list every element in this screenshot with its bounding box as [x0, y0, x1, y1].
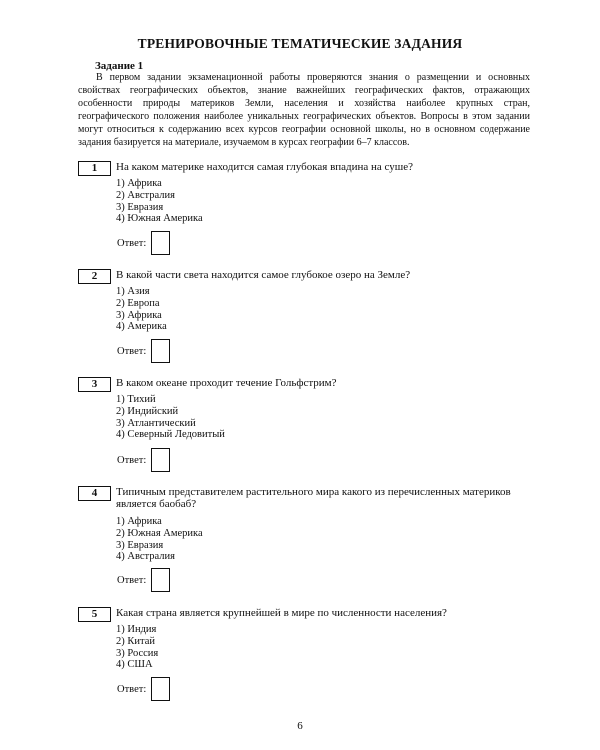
- option-item: 3) Евразия: [116, 201, 164, 213]
- option-item: 1) Африка: [116, 516, 162, 527]
- question-number-box: 3: [78, 377, 111, 392]
- options-list: [116, 624, 158, 671]
- option-item: 2) Южная Америка: [116, 527, 203, 539]
- question-number-box: 4: [78, 486, 111, 501]
- option-item: 4) Северный Ледовитый: [116, 429, 225, 441]
- answer-box[interactable]: [151, 231, 170, 255]
- task-heading: Задание 1: [95, 60, 144, 72]
- option-item: 1) Тихий: [116, 394, 156, 405]
- option-item: 2) Европа: [116, 297, 160, 309]
- page-number: 6: [297, 720, 303, 732]
- question-text: В какой части света находится самое глубокое озеро на Земле?: [116, 269, 411, 281]
- option-item: 1) Азия: [116, 286, 150, 297]
- options-list: [116, 516, 203, 563]
- options-list: [116, 178, 203, 225]
- answer-label: Ответ:: [117, 346, 147, 357]
- answer-label: Ответ:: [117, 684, 147, 695]
- intro-paragraph: В первом задании экзаменационной работы проверяются знания о размещении и основных свойствах географических объектов, знание важнейших географических фактов, отражающих особенности природы материков Земли, населения и хозяйства наиболее крупных стран, географического положения наиболее уникальных географических объектов. Вопросы в этом задании могут относиться к содержанию всех курсов географии основной школы, но в основном содержание задания базируется на материале, изучаемом в курсах географии 6–7 классов.: [78, 72, 530, 148]
- option-item: 4) Австралия: [116, 551, 175, 563]
- page-title: ТРЕНИРОВОЧНЫЕ ТЕМАТИЧЕСКИЕ ЗАДАНИЯ: [137, 36, 463, 51]
- question-number-box: 2: [78, 269, 111, 284]
- question-number-box: 1: [78, 161, 111, 176]
- option-item: 4) Южная Америка: [116, 213, 203, 225]
- option-item: 3) Африка: [116, 309, 162, 321]
- answer-label: Ответ:: [117, 575, 147, 586]
- question-text: Какая страна является крупнейшей в мире по численности населения?: [116, 607, 447, 619]
- option-item: 1) Африка: [116, 178, 162, 189]
- answer-box[interactable]: [151, 339, 170, 363]
- options-list: [116, 286, 167, 333]
- question-text: На каком материке находится самая глубокая впадина на суше?: [116, 161, 414, 173]
- option-item: 4) США: [116, 659, 153, 671]
- question-number-box: 5: [78, 607, 111, 622]
- option-item: 3) Россия: [116, 647, 159, 659]
- answer-box[interactable]: [151, 448, 170, 472]
- option-item: 3) Атлантический: [116, 417, 196, 429]
- option-item: 3) Евразия: [116, 539, 164, 551]
- option-item: 2) Австралия: [116, 189, 175, 201]
- question-text: В каком океане проходит течение Гольфстрим?: [116, 377, 337, 389]
- answer-label: Ответ:: [117, 455, 147, 466]
- answer-label: Ответ:: [117, 238, 147, 249]
- option-item: 4) Америка: [116, 321, 167, 333]
- option-item: 1) Индия: [116, 624, 157, 635]
- answer-box[interactable]: [151, 568, 170, 592]
- options-list: [116, 394, 225, 441]
- option-item: 2) Китай: [116, 635, 155, 647]
- question-text: Типичным представителем растительного мира какого из перечисленных материков является баобаб?: [116, 486, 511, 510]
- answer-box[interactable]: [151, 677, 170, 701]
- option-item: 2) Индийский: [116, 405, 179, 417]
